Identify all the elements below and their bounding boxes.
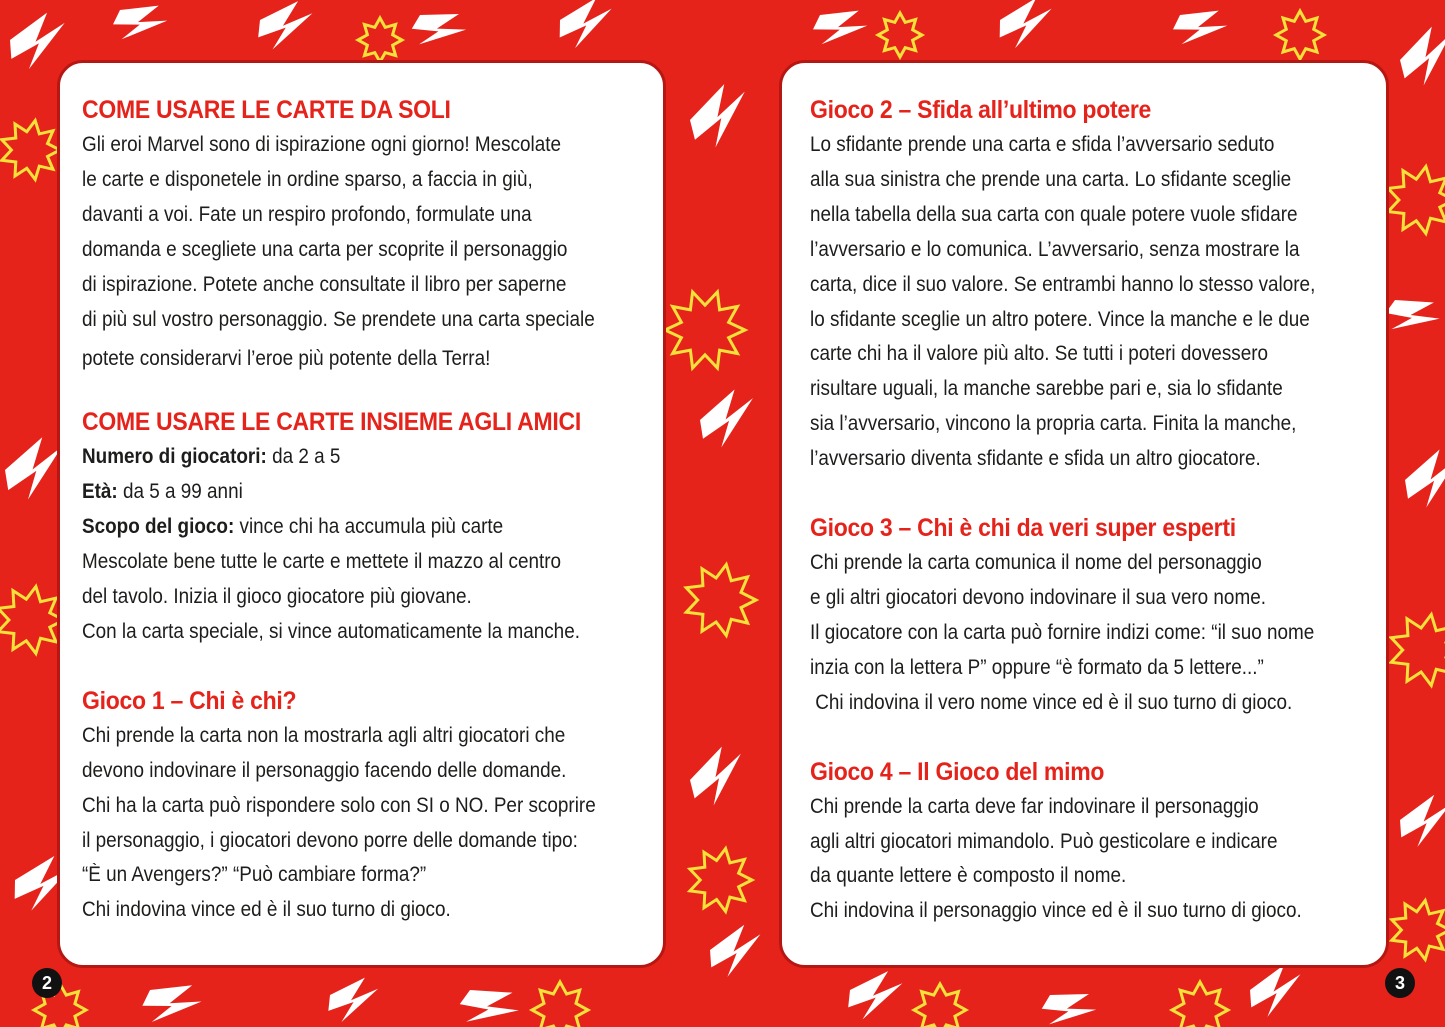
text-line: carta, dice il suo valore. Se entrambi hanno lo stesso valore, (810, 272, 1316, 296)
lightning-bolt-icon (1381, 288, 1444, 343)
section-body-game-3 (810, 546, 1376, 721)
page-number-right: 3 (1385, 968, 1415, 998)
text-line: Con la carta speciale, si vince automaticamente la manche. (82, 619, 580, 643)
text-line: domanda e scegliete una carta per scoprite il personaggio (82, 237, 568, 261)
text-line: di più sul vostro personaggio. Se prendete una carta speciale (82, 307, 595, 331)
text-line: carte chi ha il valore più alto. Se tutti i poteri dovessero (810, 342, 1269, 366)
lightning-bolt-icon (679, 740, 756, 812)
text-line: agli altri giocatori mimandolo. Può gesticolare e indicare (810, 829, 1278, 853)
section-body-game-4 (810, 790, 1376, 930)
lightning-bolt-icon (1, 8, 76, 73)
text-line: l’avversario e lo comunica. L’avversario, senza mostrare la (810, 237, 1300, 261)
text-line: potete considerarvi l’eroe più potente della Terra! (82, 347, 491, 371)
text-line: risultare uguali, la manche sarebbe pari e, sia lo sfidante (810, 377, 1283, 401)
text-line: nella tabella della sua carta con quale potere vuole sfidare (810, 202, 1298, 226)
text-line: il personaggio, i giocatori devono porre delle domande tipo: (82, 828, 578, 852)
starburst-icon (1276, 11, 1324, 59)
goal-value: vince chi ha accumula più carte (234, 515, 504, 539)
text-line: di ispirazione. Potete anche consultate il libro per saperne (82, 272, 567, 296)
section-title-game-2: Gioco 2 – Sfida all’ultimo potere (810, 96, 1152, 124)
section-body-solo (82, 128, 645, 377)
lightning-bolt-icon (1038, 983, 1099, 1027)
lightning-bolt-icon (1395, 444, 1445, 513)
text-line: Mescolate bene tutte le carte e mettete il mazzo al centro (82, 550, 562, 574)
lightning-bolt-icon (811, 3, 870, 51)
players-value: da 2 a 5 (266, 445, 341, 469)
right-page-panel (779, 60, 1389, 968)
starburst-icon (2, 121, 60, 180)
lightning-bolt-icon (992, 0, 1059, 51)
lightning-bolt-icon (552, 0, 619, 51)
left-page-panel (57, 60, 666, 968)
starburst-icon (0, 587, 64, 654)
text-line: Chi prende la carta deve far indovinare il personaggio (810, 794, 1259, 818)
text-line: da quante lettere è composto il nome. (810, 864, 1127, 888)
section-title-game-1: Gioco 1 – Chi è chi? (82, 686, 297, 715)
text-line: Gli eroi Marvel sono di ispirazione ogni giorno! Mescolate (82, 133, 562, 156)
text-line: Chi prende la carta non la mostrarla agli altri giocatori che (82, 723, 566, 747)
text-line: le carte e disponetele in ordine sparso, a faccia in giù, (82, 167, 533, 191)
text-line: del tavolo. Inizia il gioco giocatore più giovane. (82, 584, 472, 608)
text-line: Chi indovina il vero nome vince ed è il suo turno di gioco. (810, 690, 1293, 714)
text-line: lo sfidante sceglie un altro potere. Vince la manche e le due (810, 307, 1310, 331)
section-title-game-3: Gioco 3 – Chi è chi da veri super esperti (810, 514, 1236, 543)
text-line: inzia con la lettera P” oppure “è formato da 5 lettere...” (810, 655, 1264, 679)
starburst-icon (358, 18, 402, 62)
text-line: Lo sfidante prende una carta e sfida l’avversario seduto (810, 133, 1275, 156)
lightning-bolt-icon (843, 969, 907, 1022)
lightning-bolt-icon (140, 977, 204, 1027)
text-line: l’avversario diventa sfidante e sfida un altro giocatore. (810, 447, 1261, 471)
age-line (82, 475, 589, 510)
lightning-bolt-icon (408, 3, 469, 55)
goal-line (82, 510, 589, 545)
lightning-bolt-icon (1241, 961, 1310, 1021)
starburst-icon (1172, 982, 1228, 1027)
text-line: Chi ha la carta può rispondere solo con SI o NO. Per scoprire (82, 793, 596, 817)
section-title-friends: COME USARE LE CARTE INSIEME AGLI AMICI (82, 408, 581, 437)
goal-label: Scopo del gioco: (82, 515, 235, 539)
lightning-bolt-icon (324, 976, 383, 1024)
starburst-icon (1392, 901, 1445, 960)
text-line: devono indovinare il personaggio facendo delle domande. (82, 758, 567, 782)
starburst-icon (914, 984, 966, 1027)
text-line: Chi prende la carta comunica il nome del personaggio (810, 551, 1262, 575)
lightning-bolt-icon (1171, 3, 1230, 51)
starburst-icon (665, 292, 745, 368)
lightning-bolt-icon (701, 921, 770, 981)
text-line: “È un Avengers?” “Può cambiare forma?” (82, 863, 427, 887)
lightning-bolt-icon (1389, 20, 1445, 92)
text-line: e gli altri giocatori devono indovinare il sua vero nome. (810, 585, 1266, 609)
starburst-icon (1388, 167, 1445, 234)
age-value: da 5 a 99 anni (117, 480, 243, 504)
starburst-icon (532, 982, 588, 1027)
section-title-game-4: Gioco 4 – Il Gioco del mimo (810, 757, 1105, 786)
players-label: Numero di giocatori: (82, 445, 267, 469)
right-page-content (810, 93, 1376, 929)
lightning-bolt-icon (111, 0, 170, 47)
section-title-solo: COME USARE LE CARTE DA SOLI (82, 96, 451, 124)
lightning-bolt-icon (678, 77, 761, 154)
text-line: Chi indovina il personaggio vince ed è il suo turno di gioco. (810, 899, 1302, 923)
starburst-icon (686, 565, 756, 636)
lightning-bolt-icon (690, 384, 766, 453)
text-line: Il giocatore con la carta può fornire indizi come: “il suo nome (810, 620, 1315, 644)
text-line: davanti a voi. Fate un respiro profondo, formulate una (82, 202, 532, 226)
starburst-icon (878, 13, 922, 57)
section-body-friends (82, 440, 645, 649)
left-page-content (82, 93, 645, 928)
players-line (82, 440, 589, 475)
section-body-game-2 (810, 128, 1376, 477)
text-line: Chi indovina vince ed è il suo turno di gioco. (82, 898, 451, 922)
lightning-bolt-icon (1391, 791, 1445, 851)
text-line: alla sua sinistra che prende una carta. Lo sfidante sceglie (810, 167, 1292, 191)
starburst-icon (1391, 615, 1445, 686)
starburst-icon (690, 849, 752, 912)
lightning-bolt-icon (455, 977, 524, 1027)
age-label: Età: (82, 480, 118, 504)
page-number-left: 2 (32, 968, 62, 998)
text-line: sia l’avversario, vincono la propria carta. Finita la manche, (810, 412, 1297, 436)
lightning-bolt-icon (253, 0, 317, 52)
section-body-game-1 (82, 719, 645, 928)
